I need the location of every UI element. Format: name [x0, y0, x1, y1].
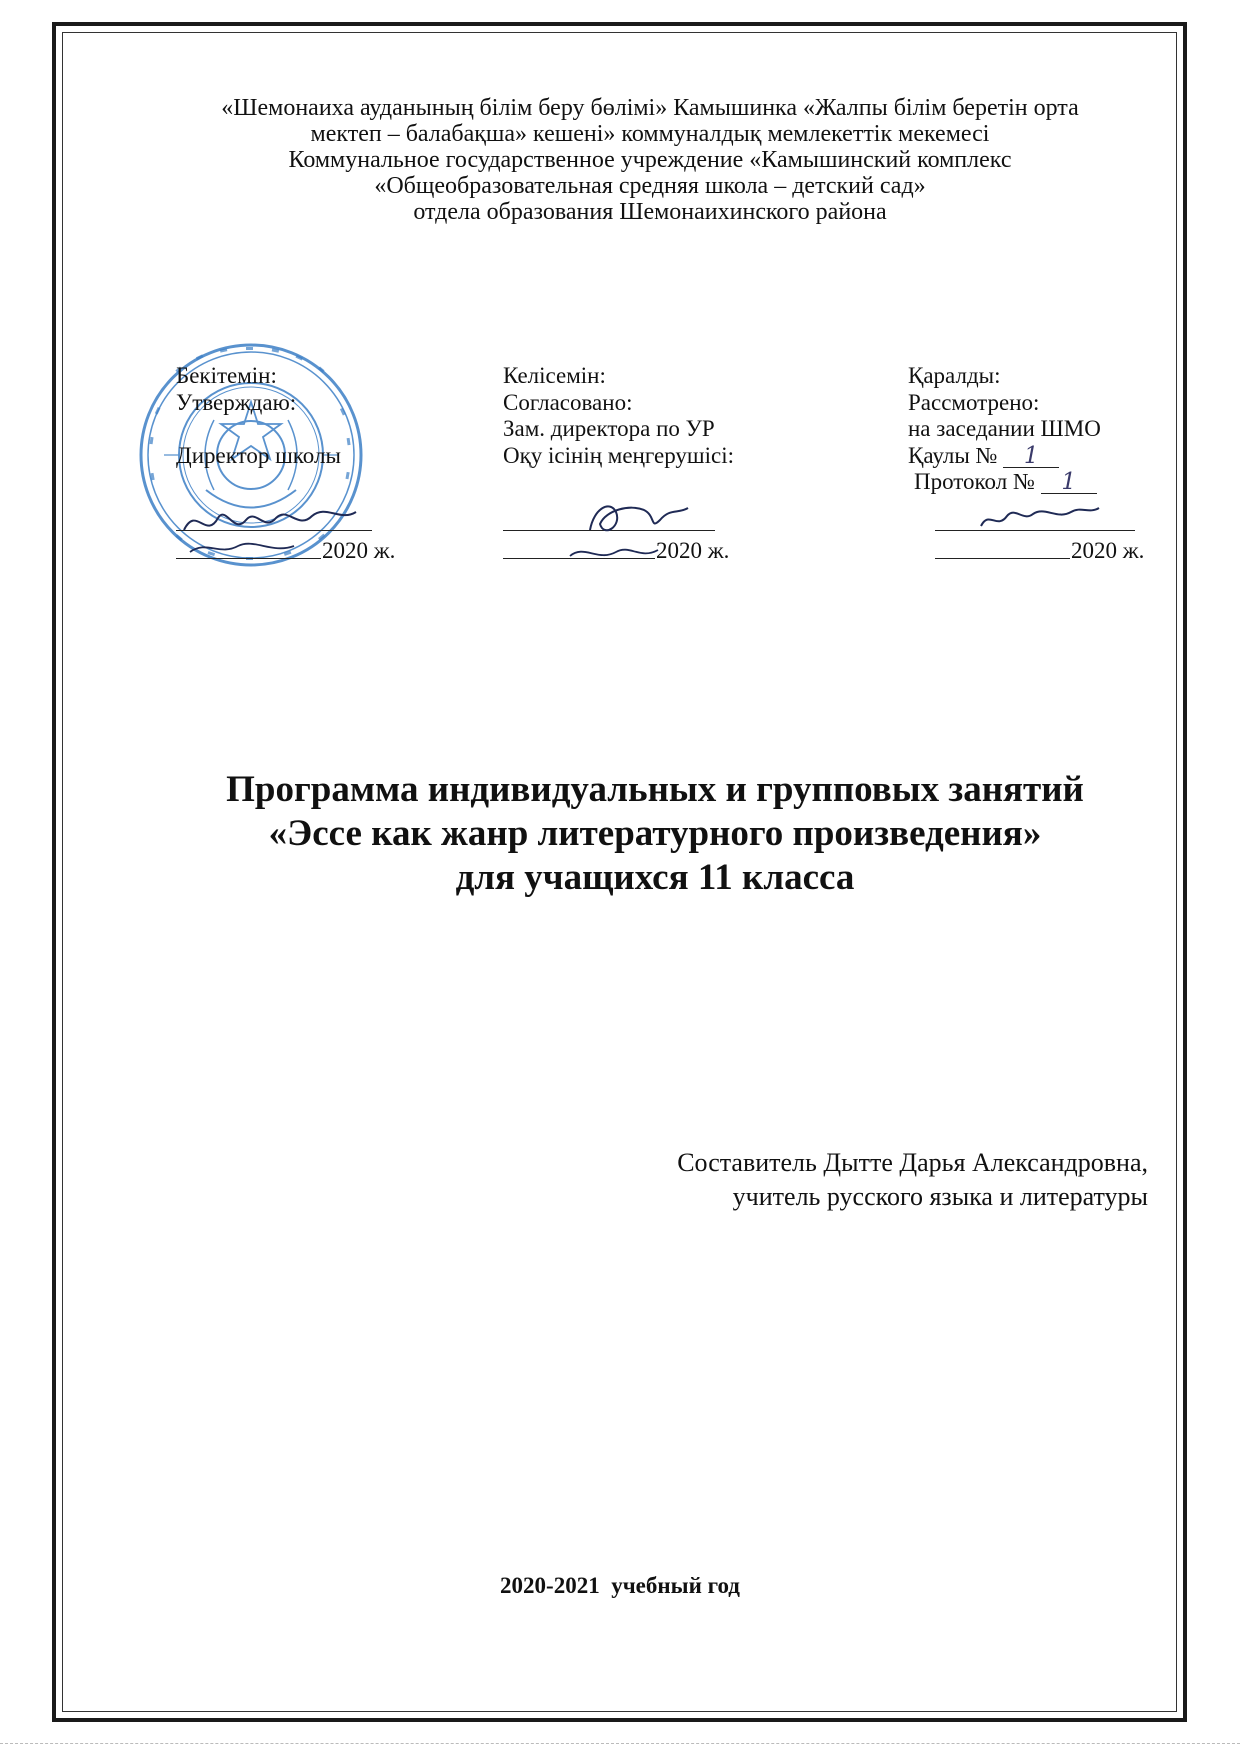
agreed-date-line — [503, 558, 655, 559]
protocol-number-label: Протокол № — [914, 469, 1035, 494]
title-line-class: для учащихся 11 класса — [455, 857, 855, 898]
approved-date-year: 2020 ж. — [322, 538, 396, 563]
header-line: «Общеобразовательная средняя школа – детский сад» — [374, 173, 926, 199]
header-line: «Шемонаиха ауданының білім беру бөлімі» Камышинка «Жалпы білім беретін орта — [221, 95, 1079, 121]
organization-header — [170, 95, 1130, 225]
compiler-position: учитель русского языка и литературы — [732, 1182, 1148, 1211]
header-line: мектеп – балабақша» кешені» коммуналдық мемлекеттік мекемесі — [310, 121, 990, 147]
reviewed-date-line — [935, 558, 1070, 559]
protocol-number-value: 1 — [1041, 471, 1097, 494]
header-line: отдела образования Шемонаихинского района — [413, 199, 887, 225]
agreed-position-kazakh: Оқу ісінің меңгерушісі: — [503, 442, 734, 468]
compiler-block — [677, 1146, 1148, 1214]
approval-block-approved — [176, 363, 341, 469]
approved-date-line — [176, 558, 321, 559]
agreed-position-russian: Зам. директора по УР — [503, 416, 715, 441]
reviewed-date-year: 2020 ж. — [1071, 538, 1145, 563]
reviewed-meeting: на заседании ШМО — [908, 416, 1101, 441]
header-line: Коммунальное государственное учреждение «Камышинский комплекс — [288, 147, 1012, 173]
approved-label-kazakh: Бекітемін: — [176, 363, 277, 388]
reviewed-label-kazakh: Қаралды: — [908, 363, 1001, 388]
reviewed-signature — [975, 500, 1105, 534]
reviewed-protocol-row — [908, 469, 1101, 496]
resolution-number-label: Қаулы № — [908, 442, 998, 468]
resolution-number-value: 1 — [1003, 445, 1059, 468]
scan-edge-rule — [0, 1743, 1240, 1744]
compiler-name: Составитель Дытте Дарья Александровна, — [677, 1148, 1148, 1177]
approved-label-russian: Утверждаю: — [176, 389, 297, 415]
agreed-date-year: 2020 ж. — [656, 538, 730, 563]
title-line-essay: «Эссе как жанр литературного произведения» — [268, 813, 1042, 854]
approved-position: Директор школы — [176, 442, 341, 468]
academic-year: 2020-2021 учебный год — [500, 1573, 740, 1598]
reviewed-resolution-row — [908, 443, 1101, 470]
reviewed-label-russian: Рассмотрено: — [908, 389, 1040, 415]
approval-block-reviewed — [908, 363, 1101, 496]
agreed-label-kazakh: Келісемін: — [503, 363, 606, 388]
document-title — [160, 768, 1150, 900]
title-line-program: Программа индивидуальных и групповых занятий — [226, 769, 1084, 810]
agreed-label-russian: Согласовано: — [503, 389, 633, 415]
approval-block-agreed — [503, 363, 734, 469]
